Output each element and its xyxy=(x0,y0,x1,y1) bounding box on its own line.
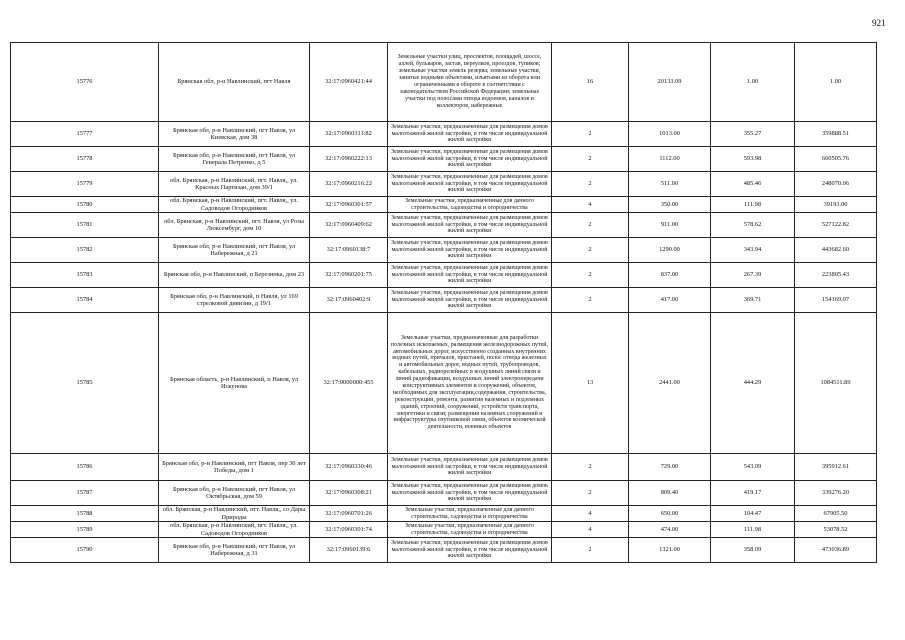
row-land-purpose: Земельные участки, предназначенные для размещения домов малоэтажной жилой застройки, в том числе индивидуальной жилой застройки xyxy=(388,172,552,197)
row-group: 2 xyxy=(552,172,629,197)
row-area: 809.40 xyxy=(629,481,711,506)
row-address: Брянская обл, р-н Навлинский, пгт Навля, пер 30 лет Победы, дом 1 xyxy=(159,454,310,481)
row-specific-value: 111.98 xyxy=(711,197,795,213)
row-address: Брянская обл, р-н Навлинский, пгт Навля xyxy=(159,43,310,122)
row-land-purpose: Земельные участки, предназначенные для размещения домов малоэтажной жилой застройки, в том числе индивидуальной жилой застройки xyxy=(388,538,552,563)
row-number: 15777 xyxy=(11,122,159,147)
row-area: 650.00 xyxy=(629,506,711,522)
table-row xyxy=(11,263,877,288)
row-group: 2 xyxy=(552,538,629,563)
row-number: 15787 xyxy=(11,481,159,506)
row-land-purpose: Земельные участки, предназначенные для размещения домов малоэтажной жилой застройки, в том числе индивидуальной жилой застройки xyxy=(388,288,552,313)
row-land-purpose: Земельные участки, предназначенные для размещения домов малоэтажной жилой застройки, в том числе индивидуальной жилой застройки xyxy=(388,147,552,172)
row-area: 2441.00 xyxy=(629,313,711,454)
row-number: 15784 xyxy=(11,288,159,313)
row-specific-value: 543.09 xyxy=(711,454,795,481)
table-row xyxy=(11,313,877,454)
row-specific-value: 444.29 xyxy=(711,313,795,454)
row-address: обл. Брянская, р-н Навлинский, пгт. Навля,, ул. Садоводов Огородников xyxy=(159,197,310,213)
table-row xyxy=(11,506,877,522)
row-specific-value: 419.17 xyxy=(711,481,795,506)
row-number: 15776 xyxy=(11,43,159,122)
row-address: обл. Брянская, р-н Навлинский, пгт. Навля, ул Розы Люксембург, дом 10 xyxy=(159,213,310,238)
table-row xyxy=(11,238,877,263)
row-number: 15780 xyxy=(11,197,159,213)
row-group: 13 xyxy=(552,313,629,454)
row-land-purpose: Земельные участки, предназначенные для дачного строительства, садоводства и огородничества xyxy=(388,522,552,538)
row-cadastral-number: 32:17:0960301:57 xyxy=(310,197,388,213)
table-row xyxy=(11,197,877,213)
row-land-purpose: Земельные участки, предназначенные для размещения домов малоэтажной жилой застройки, в том числе индивидуальной жилой застройки xyxy=(388,238,552,263)
row-cadastral-number: 32:17:0960222:13 xyxy=(310,147,388,172)
row-area: 20133.09 xyxy=(629,43,711,122)
row-number: 15782 xyxy=(11,238,159,263)
row-land-purpose: Земельные участки, предназначенные для разработки полезных ископаемых, размещения железнодорожных путей, автомобильных дорог, искусственно созданных внутренних водных путей, причалов, пристаней, полос отвода железных и автомобильных дорог, водных путей, трубопроводов, кабельных, радиорелейных и воздушных линий связи и линий радиофикации, воздушных линий электропередачи конструктивных элементов и сооружений, объектов, необходимых для эксплуатации,содержания, строительства, реконструкции, ремонта, развития наземных и подземных зданий, строений, сооружений, устройств транспорта, энергетики и связи; размещения наземных сооружений и инфраструктуры спутниковой связи, объектов космической деятельности, военных объектов xyxy=(388,313,552,454)
row-cadastral-value: 53078.52 xyxy=(795,522,877,538)
row-area: 1290.00 xyxy=(629,238,711,263)
table-row xyxy=(11,147,877,172)
table-row xyxy=(11,522,877,538)
table-row xyxy=(11,288,877,313)
row-address: Брянская обл, р-н Навлинский, пгт Навля, ул Киевская, дом 38 xyxy=(159,122,310,147)
row-cadastral-number: 32:17:0960138:7 xyxy=(310,238,388,263)
row-cadastral-number: 32:17:0960301:74 xyxy=(310,522,388,538)
row-number: 15779 xyxy=(11,172,159,197)
row-cadastral-value: 660505.76 xyxy=(795,147,877,172)
row-number: 15781 xyxy=(11,213,159,238)
row-specific-value: 267.39 xyxy=(711,263,795,288)
row-address: Брянская обл, р-н Навлинский, пгт Навля, ул Генерала Петренко, д 5 xyxy=(159,147,310,172)
row-group: 2 xyxy=(552,238,629,263)
row-specific-value: 578.62 xyxy=(711,213,795,238)
table-row xyxy=(11,122,877,147)
row-cadastral-value: 223805.43 xyxy=(795,263,877,288)
row-address: обл. Брянская, р-н Навлинский, пгт. Навля,, ул. Красных Партизан, дом 39/1 xyxy=(159,172,310,197)
row-land-purpose: Земельные участки, предназначенные для размещения домов малоэтажной жилой застройки, в том числе индивидуальной жилой застройки xyxy=(388,454,552,481)
row-area: 350.00 xyxy=(629,197,711,213)
row-specific-value: 111.98 xyxy=(711,522,795,538)
row-specific-value: 358.09 xyxy=(711,538,795,563)
row-cadastral-value: 67905.50 xyxy=(795,506,877,522)
row-cadastral-value: 527122.82 xyxy=(795,213,877,238)
row-area: 1013.00 xyxy=(629,122,711,147)
row-address: Брянская обл, р-н Навлинский, пгт Навля, ул Октябрьская, дом 59 xyxy=(159,481,310,506)
row-specific-value: 1.00 xyxy=(711,43,795,122)
row-group: 2 xyxy=(552,122,629,147)
row-cadastral-number: 32:17:0960139:6 xyxy=(310,538,388,563)
row-cadastral-value: 248070.06 xyxy=(795,172,877,197)
row-area: 911.00 xyxy=(629,213,711,238)
row-area: 1112.00 xyxy=(629,147,711,172)
row-number: 15785 xyxy=(11,313,159,454)
table-row xyxy=(11,454,877,481)
row-land-purpose: Земельные участки, предназначенные для размещения домов малоэтажной жилой застройки, в том числе индивидуальной жилой застройки xyxy=(388,481,552,506)
row-cadastral-number: 32:17:0960701:26 xyxy=(310,506,388,522)
row-address: Брянская обл, р-н Навлинский, п Березинка, дом 23 xyxy=(159,263,310,288)
row-area: 511.00 xyxy=(629,172,711,197)
row-number: 15788 xyxy=(11,506,159,522)
table-row xyxy=(11,43,877,122)
table-row xyxy=(11,481,877,506)
row-address: Брянская обл, р-н Навлинский, п Навля, ул 169 стрелковой дивизии, д 19/1 xyxy=(159,288,310,313)
row-area: 474.00 xyxy=(629,522,711,538)
row-address: обл. Брянская, р-н Навлинский, пгт. Навля,, ул. Садоводов Огородников xyxy=(159,522,310,538)
row-group: 4 xyxy=(552,506,629,522)
row-cadastral-value: 359888.51 xyxy=(795,122,877,147)
row-specific-value: 593.98 xyxy=(711,147,795,172)
row-land-purpose: Земельные участки, предназначенные для размещения домов малоэтажной жилой застройки, в том числе индивидуальной жилой застройки xyxy=(388,122,552,147)
row-cadastral-number: 32:17:0960409:62 xyxy=(310,213,388,238)
row-cadastral-number: 32:17:0960216:22 xyxy=(310,172,388,197)
row-number: 15786 xyxy=(11,454,159,481)
row-group: 2 xyxy=(552,213,629,238)
table-row xyxy=(11,538,877,563)
row-land-purpose: Земельные участки, предназначенные для дачного строительства, садоводства и огородничества xyxy=(388,197,552,213)
row-cadastral-number: 32:17:0000000:455 xyxy=(310,313,388,454)
row-group: 2 xyxy=(552,288,629,313)
row-group: 4 xyxy=(552,197,629,213)
row-group: 2 xyxy=(552,454,629,481)
row-cadastral-value: 154169.07 xyxy=(795,288,877,313)
row-cadastral-number: 32:17:0960201:75 xyxy=(310,263,388,288)
row-group: 2 xyxy=(552,263,629,288)
row-address: обл. Брянская, р-н Навлинский, пгт. Навля,, со Дары Природы xyxy=(159,506,310,522)
row-land-purpose: Земельные участки, предназначенные для размещения домов малоэтажной жилой застройки, в том числе индивидуальной жилой застройки xyxy=(388,213,552,238)
row-land-purpose: Земельные участки, предназначенные для дачного строительства, садоводства и огородничества xyxy=(388,506,552,522)
row-specific-value: 104.47 xyxy=(711,506,795,522)
row-area: 1321.00 xyxy=(629,538,711,563)
row-address: Брянская область, р-н Навлинский, п Навля, ул Искунова xyxy=(159,313,310,454)
row-cadastral-number: 32:17:0960330:46 xyxy=(310,454,388,481)
cadastral-value-table xyxy=(10,42,877,563)
row-number: 15789 xyxy=(11,522,159,538)
row-cadastral-value: 443682.60 xyxy=(795,238,877,263)
row-number: 15783 xyxy=(11,263,159,288)
row-address: Брянская обл, р-н Навлинский, пгт Навля, ул Набережная, д 21 xyxy=(159,238,310,263)
row-number: 15790 xyxy=(11,538,159,563)
row-address: Брянская обл, р-н Навлинский, пгт Навля, ул Набережная, д 31 xyxy=(159,538,310,563)
table-row xyxy=(11,213,877,238)
row-area: 729.00 xyxy=(629,454,711,481)
row-land-purpose: Земельные участки улиц, проспектов, площадей, шоссе, аллей, бульваров, застав, переулков, проездов, тупиков; земельные участки земель резерва; земельные участки, занятые водными объектами, изъятыми из оборота или ограниченными в обороте в соответствии с законодательством Российской Федерации; земельные участки под полосами отвода водоемов, каналов и коллекторов, набережные xyxy=(388,43,552,122)
row-cadastral-value: 1.00 xyxy=(795,43,877,122)
row-group: 2 xyxy=(552,147,629,172)
row-area: 837.00 xyxy=(629,263,711,288)
row-cadastral-number: 32:17:0960311:82 xyxy=(310,122,388,147)
row-cadastral-value: 395912.61 xyxy=(795,454,877,481)
row-cadastral-number: 32:17:0960402:9 xyxy=(310,288,388,313)
row-cadastral-number: 32:17:0960308:21 xyxy=(310,481,388,506)
row-group: 4 xyxy=(552,522,629,538)
row-specific-value: 485.46 xyxy=(711,172,795,197)
row-land-purpose: Земельные участки, предназначенные для размещения домов малоэтажной жилой застройки, в том числе индивидуальной жилой застройки xyxy=(388,263,552,288)
row-cadastral-value: 473036.89 xyxy=(795,538,877,563)
row-specific-value: 369.71 xyxy=(711,288,795,313)
row-group: 16 xyxy=(552,43,629,122)
row-specific-value: 343.94 xyxy=(711,238,795,263)
row-cadastral-number: 32:17:0960421:44 xyxy=(310,43,388,122)
row-specific-value: 355.27 xyxy=(711,122,795,147)
row-number: 15778 xyxy=(11,147,159,172)
row-area: 417.00 xyxy=(629,288,711,313)
page-number: 921 xyxy=(872,18,886,28)
row-group: 2 xyxy=(552,481,629,506)
row-cadastral-value: 39193.00 xyxy=(795,197,877,213)
row-cadastral-value: 339276.20 xyxy=(795,481,877,506)
row-cadastral-value: 1084511.89 xyxy=(795,313,877,454)
table-row xyxy=(11,172,877,197)
